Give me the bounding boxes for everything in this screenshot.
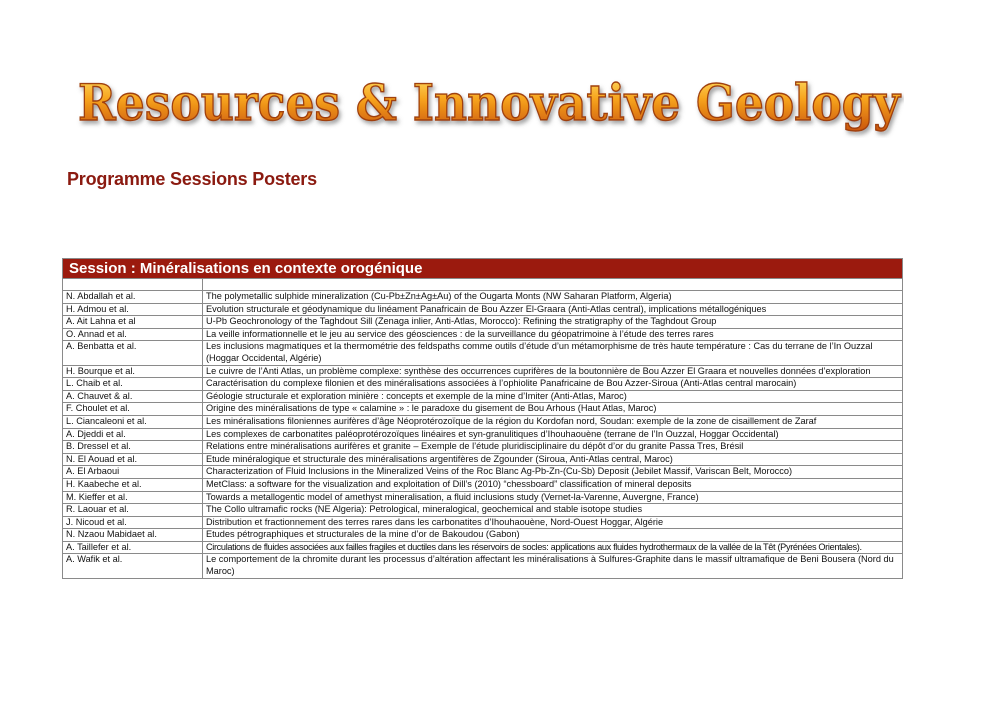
blank-row [63,278,902,290]
page-subtitle: Programme Sessions Posters [67,169,317,189]
author-cell: N. Nzaou Mabidaet al. [63,529,203,541]
author-cell: N. El Aouad et al. [63,454,203,466]
table-row [63,428,902,441]
table-row [63,528,902,541]
author-cell: A. Taillefer et al. [63,542,203,554]
poster-title-cell: Characterization of Fluid Inclusions in the Mineralized Veins of the Roc Blanc Ag-Pb-Zn-(Cu-Sb) Deposit (Jebilet Massif, Variscan Belt, Morocco) [206,466,793,477]
author-cell: H. Bourque et al. [63,366,203,378]
table-row [63,503,902,516]
poster-title-cell: Géologie structurale et exploration minière : concepts et exemple de la mine d’Imiter (Anti-Atlas, Maroc) [206,390,627,401]
table-row [63,303,902,316]
table-row [63,377,902,390]
table-row [63,340,902,364]
poster-title-cell: Evolution structurale et géodynamique du linéament Panafricain de Bou Azzer El-Graara (Anti-Atlas central), implications métallogéniques [206,303,767,314]
table-row [63,390,902,403]
poster-title-cell: Distribution et fractionnement des terres rares dans les carbonatites d’Ihouhaouène, Nord-Ouest Hoggar, Algérie [206,516,664,527]
poster-title-cell: The Collo ultramafic rocks (NE Algeria): Petrological, mineralogical, geochemical and stable isotope studies [206,504,643,515]
table-row [63,315,902,328]
author-cell: F. Choulet et al. [63,403,203,415]
poster-title-cell: MetClass: a software for the visualization and exploitation of Dill’s (2010) “chessboard” classification of mineral deposits [206,478,692,489]
table-row [63,516,902,529]
poster-title-cell: Les complexes de carbonatites paléoprotérozoïques linéaires et syn-granulitiques d’Ihouhaouène (terrane de l’In Ouzzal, Hoggar Occidental) [206,428,779,439]
poster-title-cell: Le comportement de la chromite durant les processus d’altération affectant les minéralisations à Sulfures-Graphite dans le massif ultramafique de Beni Bousera (Nord du Maroc) [206,554,894,577]
blank-cell [203,279,902,290]
author-cell: H. Kaabeche et al. [63,479,203,491]
table-body [63,290,902,578]
author-cell: A. El Arbaoui [63,466,203,478]
poster-title-cell: La veille informationnelle et le jeu au service des géosciences : de la surveillance du géopatrimoine à l’étude des terres rares [206,328,714,339]
poster-title-cell: The polymetallic sulphide mineralization (Cu-Pb±Zn±Ag±Au) of the Ougarta Monts (NW Saharan Platform, Algeria) [206,291,672,301]
author-cell: J. Nicoud et al. [63,517,203,529]
table-row [63,415,902,428]
author-cell: R. Laouar et al. [63,504,203,516]
author-cell: M. Kieffer et al. [63,492,203,504]
author-cell: L. Ciancaleoni et al. [63,416,203,428]
poster-title-cell: Circulations de fluides associées aux failles fragiles et ductiles dans les réservoirs de socles: applications aux fluides hydrothermaux de la vallée de la Têt (Pyrénées Orientales). [206,541,862,552]
table-row [63,440,902,453]
session-header: Session : Minéralisations en contexte orogénique [63,259,902,278]
poster-title-cell: Caractérisation du complexe filonien et des minéralisations associées à l’ophiolite Panafricaine de Bou Azzer-Siroua (Anti-Atlas central marocain) [206,378,797,389]
poster-title-cell: Les minéralisations filoniennes aurifères d’âge Néoprotérozoïque de la région du Kordofan nord, Soudan: exemple de la zone de cisaillement de Zaraf [206,415,817,426]
banner-title [74,68,904,138]
poster-title-cell: Etude minéralogique et structurale des minéralisations argentifères de Zgounder (Siroua, Anti-Atlas central, Maroc) [206,453,673,464]
author-cell: A. Chauvet & al. [63,391,203,403]
poster-title-cell: Origine des minéralisations de type « calamine » : le paradoxe du gisement de Bou Arhous (Haut Atlas, Maroc) [206,403,657,414]
poster-title-cell: Les inclusions magmatiques et la thermométrie des feldspaths comme outils d’étude d’un métamorphisme de très haute température : Cas du terrane de l’In Ouzzal (Hoggar Occidental, Algérie) [206,341,873,363]
poster-title-cell: Etudes pétrographiques et structurales de la mine d’or de Bakoudou (Gabon) [206,529,520,540]
table-row [63,290,902,303]
author-cell: B. Dressel et al. [63,441,203,453]
author-cell: A. Wafik et al. [63,554,203,577]
table-row [63,328,902,341]
poster-title-cell: U-Pb Geochronology of the Taghdout Sill (Zenaga inlier, Anti-Atlas, Morocco): Refining the stratigraphy of the Taghdout Group [206,316,717,327]
table-row [63,453,902,466]
author-cell: A. Benbatta et al. [63,341,203,364]
poster-title-cell: Towards a metallogentic model of amethyst mineralisation, a fluid inclusions study (Vernet-la-Varenne, Auvergne, France) [206,491,699,502]
author-cell: H. Admou et al. [63,304,203,316]
poster-title-cell: Relations entre minéralisations aurifères et granite – Exemple de l’étude pluridisciplinaire du dépôt d’or du granite Passa Tres, Brésil [206,441,744,452]
poster-title-cell: Le cuivre de l’Anti Atlas, un problème complexe: synthèse des occurrences cuprifères de la boutonnière de Bou Azzer El Graara et nouvelles données d’exploration [206,365,871,376]
author-cell: A. Djeddi et al. [63,429,203,441]
table-row [63,402,902,415]
session-table [62,258,903,579]
author-cell: L. Chaib et al. [63,378,203,390]
table-row [63,365,902,378]
table-row [63,491,902,504]
author-cell: O. Annad et al. [63,329,203,341]
banner-title-text: Resources & Innovative Geology [78,73,902,132]
author-cell: N. Abdallah et al. [63,291,203,303]
blank-cell [63,279,203,290]
table-row [63,541,902,554]
author-cell: A. Ait Lahna et al [63,316,203,328]
table-row [63,465,902,478]
table-row [63,478,902,491]
table-row [63,553,902,577]
